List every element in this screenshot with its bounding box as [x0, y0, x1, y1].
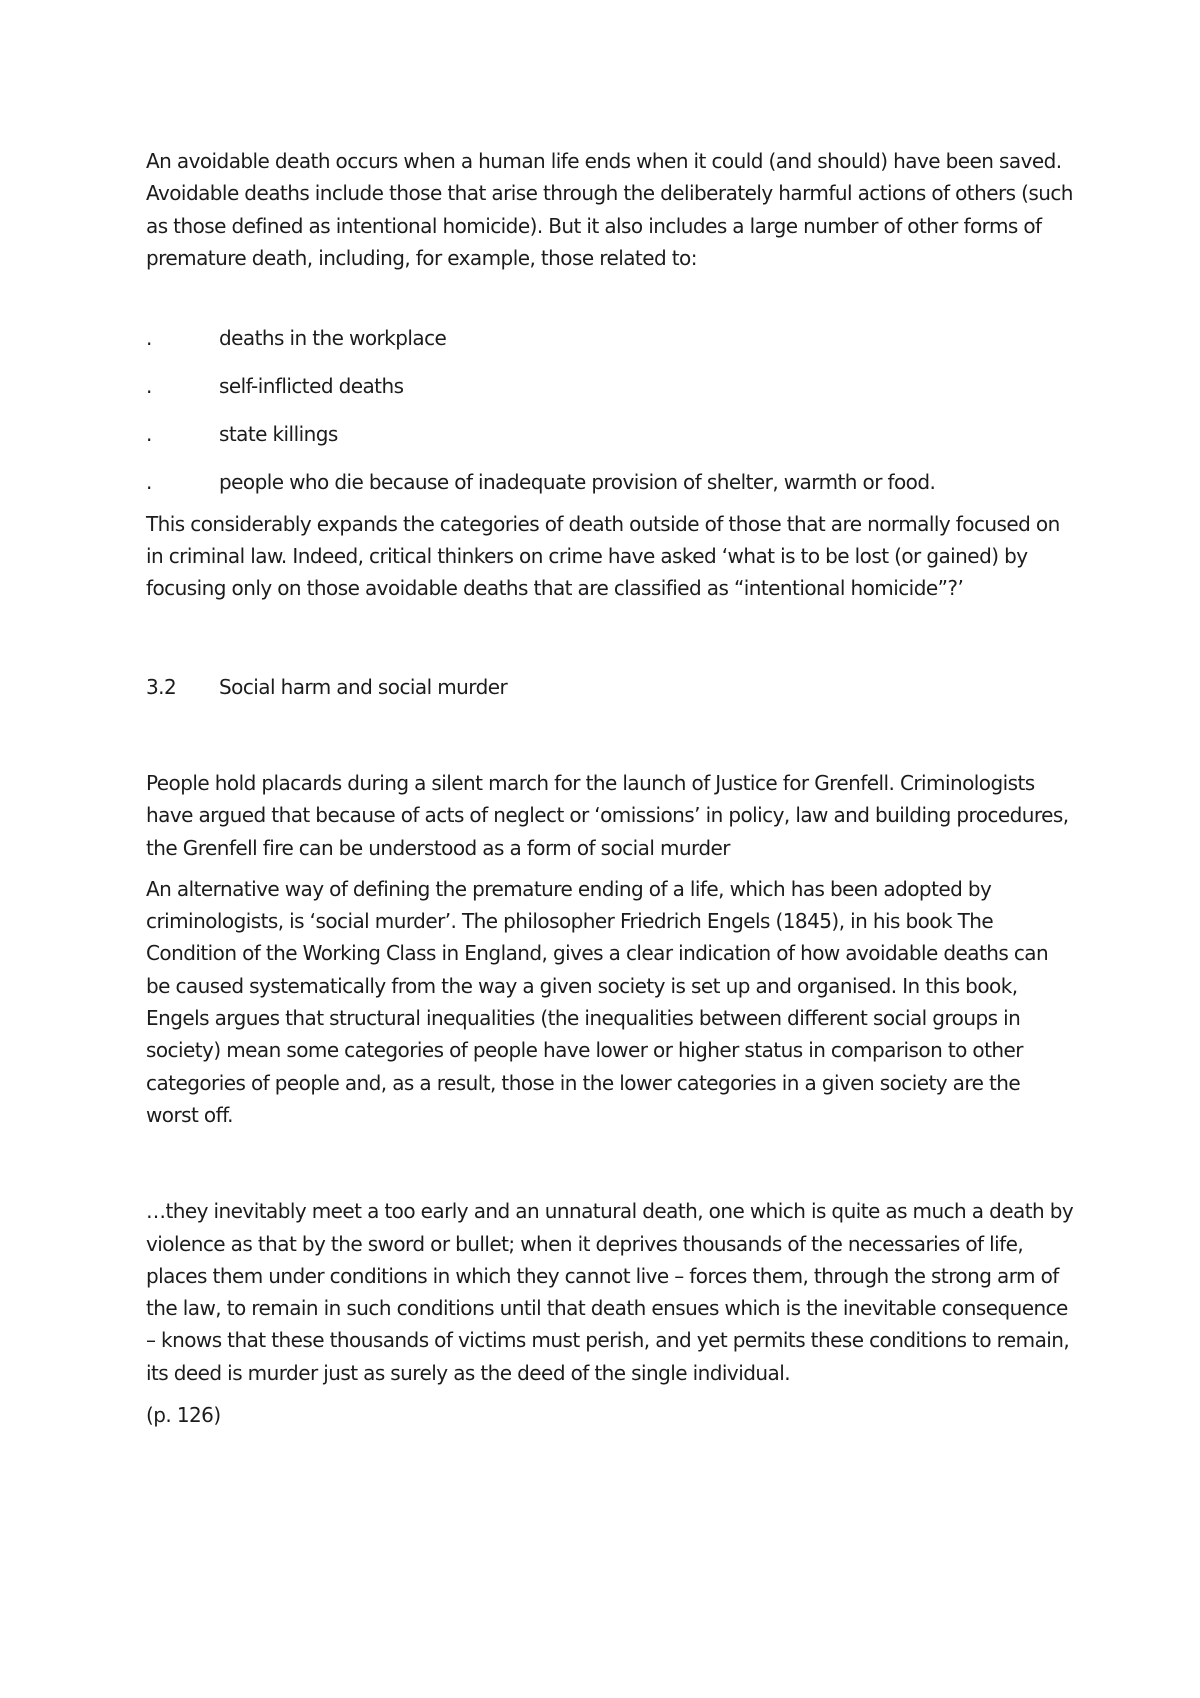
intro-paragraph: An avoidable death occurs when a human life ends when it could (and should) have been saved. Avoidable deaths include those that arise through the deliberately harmful actions of others (such as those defined as intentional homicide). But it also includes a large number of other forms of premature death, including, for example, those related to: — [146, 149, 1073, 270]
image-caption: People hold placards during a silent march for the launch of Justice for Grenfell. Criminologists have argued that because of acts of neglect or ‘omissions’ in policy, law and building procedures, the Grenfell fire can be understood as a form of social murder — [146, 770, 1069, 860]
list-item — [146, 418, 1076, 450]
list-item-text: self-inflicted deaths — [219, 374, 404, 399]
section-heading — [146, 671, 1076, 703]
bullet-marker: . — [146, 326, 152, 351]
list-item-text: people who die because of inadequate provision of shelter, warmth or food. — [219, 469, 936, 494]
engels-paragraph: An alternative way of defining the premature ending of a life, which has been adopted by criminologists, is ‘social murder’. The philosopher Friedrich Engels (1845), in his book The Condition of the Working Class in England, gives a clear indication of how avoidable deaths can be caused systematically from the way a given society is set up and organised. In this book, Engels argues that structural inequalities (the inequalities between different social groups in society) mean some categories of people have lower or higher status in comparison to other categories of people and, as a result, those in the lower categories in a given society are the worst off. — [146, 876, 1049, 1127]
document-body — [146, 145, 1076, 1431]
block-quote: …they inevitably meet a too early and an unnatural death, one which is quite as much a death by violence as that by the sword or bullet; when it deprives thousands of the necessaries of life, places them under conditions in which they cannot live – forces them, through the strong arm of the law, to remain in such conditions until that death ensues which is the inevitable consequence – knows that these thousands of victims must perish, and yet permits these conditions to remain, its deed is murder just as surely as the deed of the single individual. — [146, 1199, 1074, 1385]
section-title: Social harm and social murder — [219, 674, 508, 699]
bullet-list — [146, 322, 1076, 498]
expansion-paragraph: This considerably expands the categories of death outside of those that are normally focused on in criminal law. Indeed, critical thinkers on crime have asked ‘what is to be lost (or gained) by focusing only on those avoidable deaths that are classified as “intentional homicide”?’ — [146, 511, 1060, 601]
list-item — [146, 466, 1076, 498]
list-item — [146, 322, 1076, 354]
bullet-marker: . — [146, 421, 152, 446]
bullet-marker: . — [146, 469, 152, 494]
quote-page-reference: (p. 126) — [146, 1402, 221, 1427]
section-number: 3.2 — [146, 674, 177, 699]
list-item — [146, 370, 1076, 402]
list-item-text: deaths in the workplace — [219, 326, 447, 351]
bullet-marker: . — [146, 374, 152, 399]
list-item-text: state killings — [219, 421, 338, 446]
